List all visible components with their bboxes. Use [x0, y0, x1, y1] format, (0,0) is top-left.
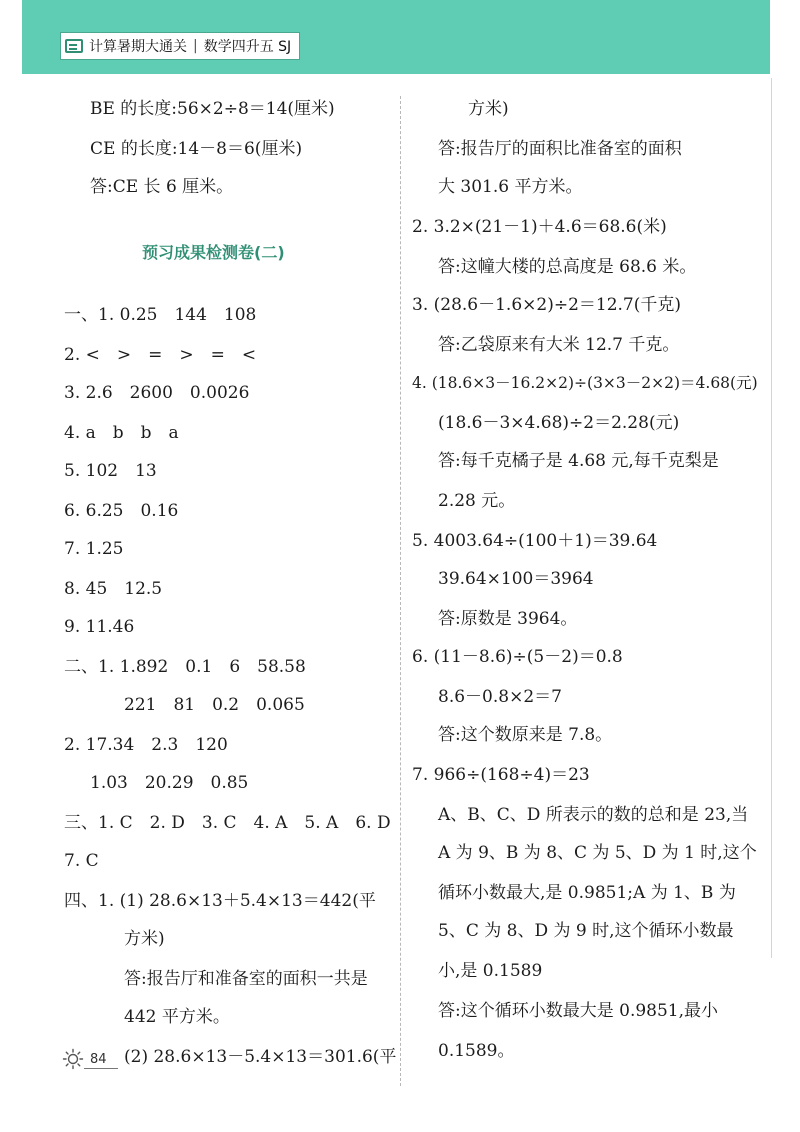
answer-line: 方米): [124, 929, 165, 949]
page-footer: [62, 1048, 107, 1070]
answer-line: 2. 3.2×(21－1)＋4.6＝68.6(米): [412, 217, 667, 237]
header-book: 数学四升五 SJ: [203, 39, 292, 55]
answer-line: 221 81 0.2 0.065: [124, 695, 305, 715]
column-divider: [400, 96, 401, 1086]
answer-line: 7. 1.25: [64, 539, 124, 559]
answer-line: 三、1. C 2. D 3. C 4. A 5. A 6. D: [64, 813, 391, 833]
answer-line: 9. 11.46: [64, 617, 135, 637]
answer-line: 答:这幢大楼的总高度是 68.6 米。: [438, 257, 697, 277]
answer-line: 答:原数是 3964。: [438, 609, 578, 629]
answer-line: A、B、C、D 所表示的数的总和是 23,当: [438, 805, 749, 825]
answer-line: 442 平方米。: [124, 1007, 230, 1027]
answer-line: 答:报告厅和准备室的面积一共是: [124, 969, 368, 989]
book-icon: [65, 39, 83, 53]
answer-line: 5. 102 13: [64, 461, 157, 481]
answer-line: 2.28 元。: [438, 491, 516, 511]
answer-line: 大 301.6 平方米。: [438, 177, 583, 197]
answer-line: 2. < > = > = <: [64, 345, 257, 365]
answer-line: 7. C: [64, 851, 99, 871]
page-number: 84: [90, 1051, 107, 1067]
answer-line: (18.6－3×4.68)÷2＝2.28(元): [438, 413, 680, 433]
section-title: 预习成果检测卷(二): [142, 243, 285, 262]
answer-line: 四、1. (1) 28.6×13＋5.4×13＝442(平: [64, 891, 376, 911]
answer-line: CE 的长度:14－8＝6(厘米): [90, 139, 303, 159]
page-edge-line: [771, 78, 772, 958]
answer-line: 方米): [468, 99, 509, 119]
answer-line: 一、1. 0.25 144 108: [64, 305, 257, 325]
answer-line: BE 的长度:56×2÷8＝14(厘米): [90, 99, 335, 119]
header-separator: |: [193, 38, 198, 54]
sun-icon: [62, 1048, 84, 1070]
answer-line: 39.64×100＝3964: [438, 569, 594, 589]
answer-line: 循环小数最大,是 0.9851;A 为 1、B 为: [438, 883, 736, 903]
answer-line: 答:这个循环小数最大是 0.9851,最小: [438, 1001, 719, 1021]
answer-line: 小,是 0.1589: [438, 961, 543, 981]
header-series: 计算暑期大通关: [89, 39, 187, 55]
answer-line: 答:报告厅的面积比准备室的面积: [438, 139, 682, 159]
answer-line: 5、C 为 8、D 为 9 时,这个循环小数最: [438, 921, 734, 941]
answer-line: (2) 28.6×13－5.4×13＝301.6(平: [124, 1047, 397, 1067]
answer-line: 1.03 20.29 0.85: [90, 773, 249, 793]
answer-line: 答:乙袋原来有大米 12.7 千克。: [438, 335, 680, 355]
answer-line: 8.6－0.8×2＝7: [438, 687, 562, 707]
header-notch: [770, 0, 800, 74]
answer-line: 二、1. 1.892 0.1 6 58.58: [64, 657, 306, 677]
answer-line: 6. 6.25 0.16: [64, 501, 179, 521]
answer-line: A 为 9、B 为 8、C 为 5、D 为 1 时,这个: [438, 843, 757, 863]
answer-line: 答:这个数原来是 7.8。: [438, 725, 613, 745]
answer-line: 5. 4003.64÷(100＋1)＝39.64: [412, 531, 658, 551]
answer-line: 8. 45 12.5: [64, 579, 163, 599]
header-label: [60, 32, 300, 60]
answer-line: 答:每千克橘子是 4.68 元,每千克梨是: [438, 451, 719, 471]
answer-line: 3. 2.6 2600 0.0026: [64, 383, 250, 403]
answer-line: 6. (11－8.6)÷(5－2)＝0.8: [412, 647, 623, 667]
answer-line: 4. a b b a: [64, 423, 179, 443]
footer-underline: [84, 1068, 118, 1069]
answer-line: 0.1589。: [438, 1041, 515, 1061]
answer-line: 3. (28.6－1.6×2)÷2＝12.7(千克): [412, 295, 682, 315]
answer-line: 2. 17.34 2.3 120: [64, 735, 228, 755]
answer-line: 4. (18.6×3－16.2×2)÷(3×3－2×2)＝4.68(元): [412, 374, 758, 392]
answer-line: 7. 966÷(168÷4)＝23: [412, 765, 590, 785]
answer-line: 答:CE 长 6 厘米。: [90, 177, 234, 197]
